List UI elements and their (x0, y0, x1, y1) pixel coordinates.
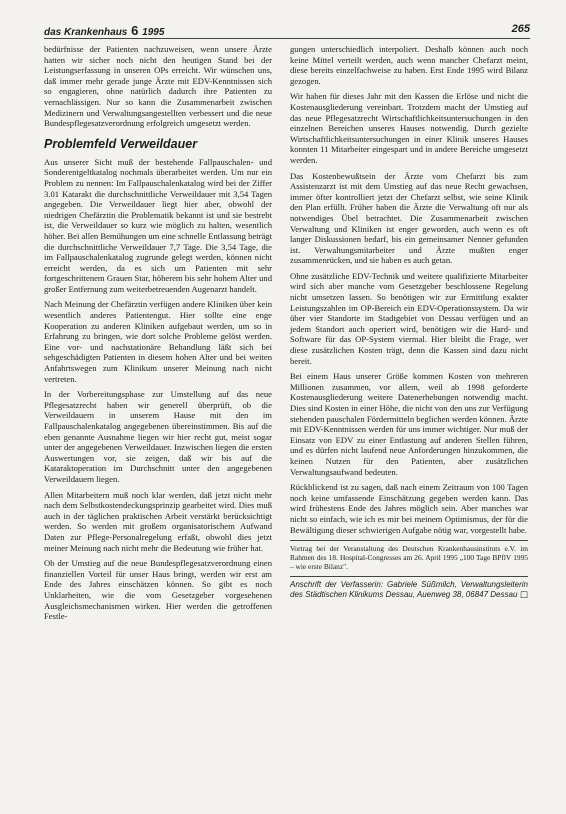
footnote: Vortrag bei der Veranstaltung des Deutschen Krankenhausinstituts e.V. im Rahmen des 18. Hospital-Congresses am 26. April 1995 „100 Tage BPflV 1995 – wie erste Bilanz". (290, 540, 528, 571)
paragraph: Nach Meinung der Chefärztin verfügen andere Kliniken über kein wesentlich anderes Patientengut. Hier sollte eine enge Kooperation zu anderen Kliniken aufgebaut werden, um so in Erfahrung zu bringen, wie dort solche Probleme gelöst werden. Eine vor- und nachstationäre Behandlung läßt sich bei sehgeschädigten Patienten in diesem hohen Alter und bei weiten Anfahrtswegen zum Klinikum unserer Meinung nach nicht vertreten. (44, 299, 272, 384)
paragraph: In der Vorbereitungsphase zur Umstellung auf das neue Pflegesatzrecht haben wir generell überprüft, ob die Verweildauern in unserem Hause mit den im Fallpauschalenkatalog angegebenen übereinstimmen. Bis auf die eben genannte Ausnahme liegen wir hier recht gut, meist sogar unter der angegebenen Verweildauer. Inzwischen liegen die ersten Auswertungen vor, sie zeigen, daß wir bis auf die Kataraktoperation im Durchschnitt unter den angegebenen Verweildauern liegen. (44, 389, 272, 484)
section-heading: Problemfeld Verweildauer (44, 136, 198, 151)
paragraph: Das Kostenbewußtsein der Ärzte vom Chefarzt bis zum Assistenzarzt ist mit dem Umstieg auf das neue Recht gewachsen, immer öfter kontrolliert jetzt der Chefarzt selbst, wie seine Klinik den Plan erfüllt. Früher haben die Ärzte die Verwaltung oft nur als notwendiges Übel betrachtet. Die Zusammenarbeit zwischen Verwaltung und Kliniken ist enger geworden, auch wenn es oft langer Diskussionen bedarf, bis ein gemeinsamer Nenner gefunden ist. Verwaltungsmitarbeiter und Ärzte mußten enger zusammenrücken, und sie haben es auch getan. (290, 170, 528, 266)
paragraph: Aus unserer Sicht muß der bestehende Fallpauschalen- und Sonderentgeltkatalog nochmals überarbeitet werden. Um nur ein Problem zu nennen: Im Fallpauschalenkatalog wird bei der Ziffer 3.01 Katarakt die durchschnittliche Verweildauer mit 3,54 Tagen angegeben. Die Verweildauer liegt hier aber, obwohl der niedrigen Chefärztin die Problematik bekannt ist und sie bestrebt ist, die Verweildauer so kurz wie möglich zu halten, wesentlich höher. Bei allen Bemühungen um eine schnelle Entlassung beträgt die durchschnittliche Verweildauer 7,7 Tage. Die 3,54 Tage, die im Fallpauschalenkatalog zugrunde gelegt werden, können nicht erreicht werden, da es sich um Patienten mit sehr fortgeschrittenem Grauen Star, höherem bis sehr hohem Alter und großer Entfernung zum weiterbetreuenden Augenarzt handelt. (44, 156, 272, 294)
paragraph: Ohne zusätzliche EDV-Technik und weitere qualifizierte Mitarbeiter wird sich aber manche vom Gesetzgeber beschlossene Regelung nicht umsetzen lassen. So benötigen wir zur Ermittlung exakter Leistungszahlen im OP-Bereich ein EDV-Operationssystem. Da wir über vier Standorte im Stadtgebiet von Dessau verfügen und an jedem Standort auch operiert wird, benötigen wir die Hard- und Software für das OP-System viermal. Hier bleibt die Frage, wer diese zusätzlichen Kosten trägt, denn die Kassen sind dazu nicht bereit. (290, 270, 528, 366)
issue-number: 6 (131, 23, 139, 38)
page-number: 265 (511, 23, 530, 35)
paragraph: Ob der Umstieg auf die neue Bundespflegesatzverordnung einen finanziellen Vorteil für unser Haus bringt, werden wir erst am Ende des Jahres einschätzen können. So gibt es noch Unklarheiten, wie die vom Gesetzgeber vorgesehenen Ausgleichsmechanismen wirken. Hier werden die getroffenen Festle- (44, 558, 272, 622)
paragraph: gungen unterschiedlich interpoliert. Deshalb können auch noch keine Mittel verteilt werden, auch wenn mancher Chefarzt meint, diese bereits einzelfachweise zu haben. Erst Ende 1995 wird Bilanz gezogen. (290, 44, 528, 86)
issue-year: 1995 (142, 27, 165, 38)
left-column (44, 44, 272, 627)
running-header (44, 22, 530, 39)
journal-title (44, 23, 164, 38)
journal-name: das Krankenhaus (44, 27, 128, 38)
paragraph: Rückblickend ist zu sagen, daß nach einem Zeitraum von 100 Tagen noch keine umfassende Einschätzung gegeben werden kann. Das wird frühestens Ende des Jahres möglich sein. Aber manches war nicht so einfach, wie ich es mir bei meinem Optimismus, der für die Bewältigung dieser schwierigen Aufgabe nötig war, vorgestellt habe. (290, 482, 528, 535)
paragraph: Allen Mitarbeitern muß noch klar werden, daß jetzt nicht mehr nach dem Selbstkostendeckungsprinzip gearbeitet wird. Dies muß auch in der täglichen praktischen Arbeit verstärkt berücksichtigt werden. So werden mit großem organisatorischem Aufwand Daten zur Pflege-Personalregelung erfaßt, obwohl dies jetzt meiner Meinung nach nicht mehr die Bedeutung wie früher hat. (44, 489, 272, 553)
right-column (290, 44, 528, 600)
paragraph: bedürfnisse der Patienten nachzuweisen, wenn unsere Ärzte hatten wir sicher noch nicht den heutigen Stand bei der Leistungserfassung in unseren OPs erreicht. Wir wünschen uns, daß immer mehr gerade junge Ärzte mit EDV-Kenntnissen sich so engagieren, ohne natürlich dadurch ihre Patienten zu vernachlässigen. Nur so kann die Zusammenarbeit zwischen Medizinern und Verwaltungsangestellten verbessert und die neue Bundespflegesatzverordnung erfolgreich umgesetzt werden. (44, 44, 272, 129)
end-of-article-icon: ☐ (519, 590, 528, 601)
author-address (290, 576, 528, 600)
author-address-text: Anschrift der Verfasserin: Gabriele Süßmilch, Verwaltungsleiterin des Städtischen Klinikums Dessau, Auenweg 38, 06847 Dessau (290, 580, 528, 600)
paragraph: Wir haben für dieses Jahr mit den Kassen die Erlöse und nicht die Kostenausgliederung vereinbart. Trotzdem macht der Umstieg auf das neue Pflegesatzrecht Wirtschaftlichkeitsuntersuchungen in den einzelnen Bereichen unseres Hauses notwendig. Durch gezielte Wirtschaftlichkeitsuntersuchungen in einer Klinik unseres Hauses konnten 11 Mitarbeiter eingespart und in andere Bereiche umgesetzt werden. (290, 91, 528, 165)
paragraph: Bei einem Haus unserer Größe kommen Kosten von mehreren Millionen zusammen, vor allem, weil ab 1998 geforderte Kostenausgliederung weitere Datenerhebungen notwendig macht. Dies sind Kosten in einer Höhe, die nicht von den uns zur Verfügung stehenden pauschalen Fördermitteln beglichen werden können. Ärzte mit EDV-Kenntnissen werden für uns immer wichtiger. Nur muß der Einsatz von EDV zu einer Entlastung auf anderen Stellen führen, und es dürfen nicht laufend neue Anforderungen hinzukommen, die keinen Nutzen für den Patienten, aber zusätzlichen Verwaltungsaufwand bedeuten. (290, 371, 528, 477)
